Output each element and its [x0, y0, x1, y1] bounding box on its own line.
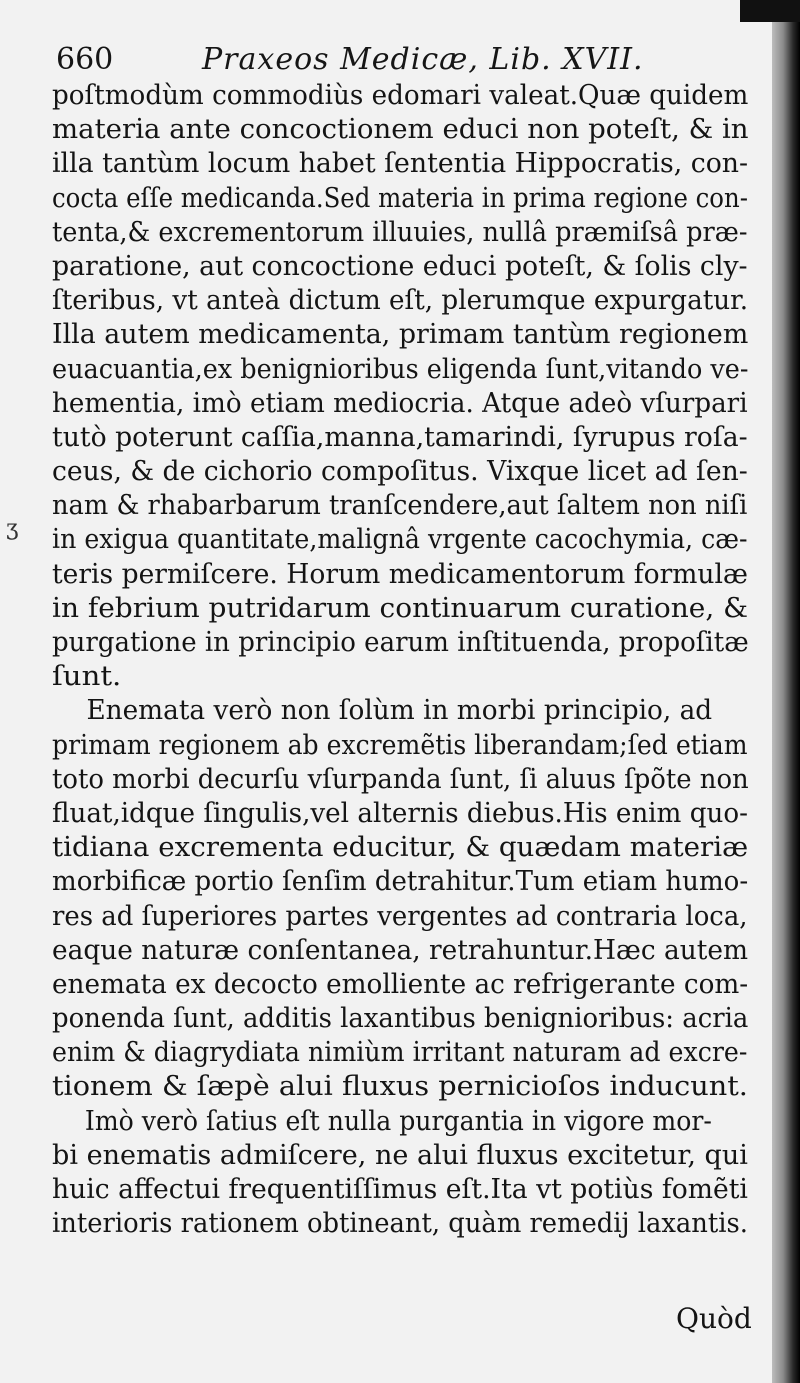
text-line: eaque naturæ conſentanea, retrahuntur.Hæc autem: [52, 933, 749, 966]
text-line: hementia, imò etiam mediocria. Atque adeò vſurpari: [52, 386, 748, 419]
body-text: [52, 78, 752, 1240]
page-number: 660: [56, 42, 114, 77]
text-line: bi enematis admiſcere, ne alui fluxus excitetur, qui: [52, 1138, 748, 1171]
margin-mark: ʒ: [6, 516, 19, 541]
text-line: paratione, aut concoctione educi poteſt, & ſolis cly-: [52, 249, 748, 282]
text-line: illa tantùm locum habet ſententia Hippocratis, con-: [52, 147, 749, 180]
text-line: nam & rhabarbarum tranſcendere,aut ſaltem non niſi: [52, 489, 748, 522]
text-line: primam regionem ab excremẽtis liberandam;ſed etiam: [52, 728, 748, 761]
book-spine-top-edge: [740, 0, 800, 22]
text-line: enemata ex decocto emolliente ac refrigerante com-: [52, 967, 749, 1000]
text-line: in exigua quantitate,malignâ vrgente cacochymia, cæ-: [52, 523, 748, 556]
text-line: enim & diagrydiata nimiùm irritant naturam ad excre-: [52, 1036, 748, 1069]
text-line: fluat,idque ſingulis,vel alternis diebus.His enim quo-: [52, 796, 748, 829]
text-line: poſtmodùm commodiùs edomari valeat.Quæ quidem: [52, 79, 749, 111]
text-line: cocta eſſe medicanda.Sed materia in prima regione con-: [52, 181, 748, 214]
text-line: purgatione in principio earum inſtituenda, propoſitæ: [52, 626, 749, 658]
catchword: Quòd: [676, 1302, 752, 1335]
text-line: res ad ſuperiores partes vergentes ad contraria loca,: [52, 899, 748, 932]
text-line: tutò poterunt caſſia,manna,tamarindi, ſyrupus roſa-: [52, 420, 748, 453]
text-line: interioris rationem obtineant, quàm remedij laxantis.: [52, 1207, 748, 1240]
text-line: Illa autem medicamenta, primam tantùm regionem: [52, 318, 749, 351]
text-line: tenta,& excrementorum illuuies, nullâ præmiſsâ præ-: [52, 215, 748, 248]
text-line: ponenda ſunt, additis laxantibus benignioribus: acria: [52, 1002, 749, 1035]
running-title: Praxeos Medicæ, Lib. XVII.: [202, 42, 644, 77]
text-line: materia ante concoctionem educi non poteſt, & in: [52, 113, 749, 146]
text-line: tionem & ſæpè alui fluxus pernicioſos inducunt.: [52, 1070, 748, 1103]
text-line: toto morbi decurſu vſurpanda ſunt, ſi aluus ſpõte non: [52, 762, 749, 795]
text-line: Enemata verò non ſolùm in morbi principio, ad: [86, 694, 713, 727]
text-line: euacuantia,ex benignioribus eligenda ſunt,vitando ve-: [52, 352, 749, 385]
text-line: Imò verò ſatius eſt nulla purgantia in vigore mor-: [84, 1104, 712, 1137]
text-line: huic affectui frequentiſſimus eſt.Ita vt potiùs fomẽti: [52, 1173, 748, 1205]
text-line: ſunt.: [52, 660, 122, 693]
text-line: tidiana excrementa educitur, & quædam materiæ: [52, 831, 749, 864]
text-line: in febrium putridarum continuarum curatione, &: [52, 591, 749, 624]
text-line: ſteribus, vt anteà dictum eſt, plerumque expurgatur.: [52, 284, 749, 317]
text-line: teris permiſcere. Horum medicamentorum formulæ: [52, 557, 748, 590]
text-line: morbificæ portio ſenſim detrahitur.Tum etiam humo-: [52, 865, 749, 898]
text-line: ceus, & de cichorio compoſitus. Vixque licet ad ſen-: [52, 455, 748, 488]
